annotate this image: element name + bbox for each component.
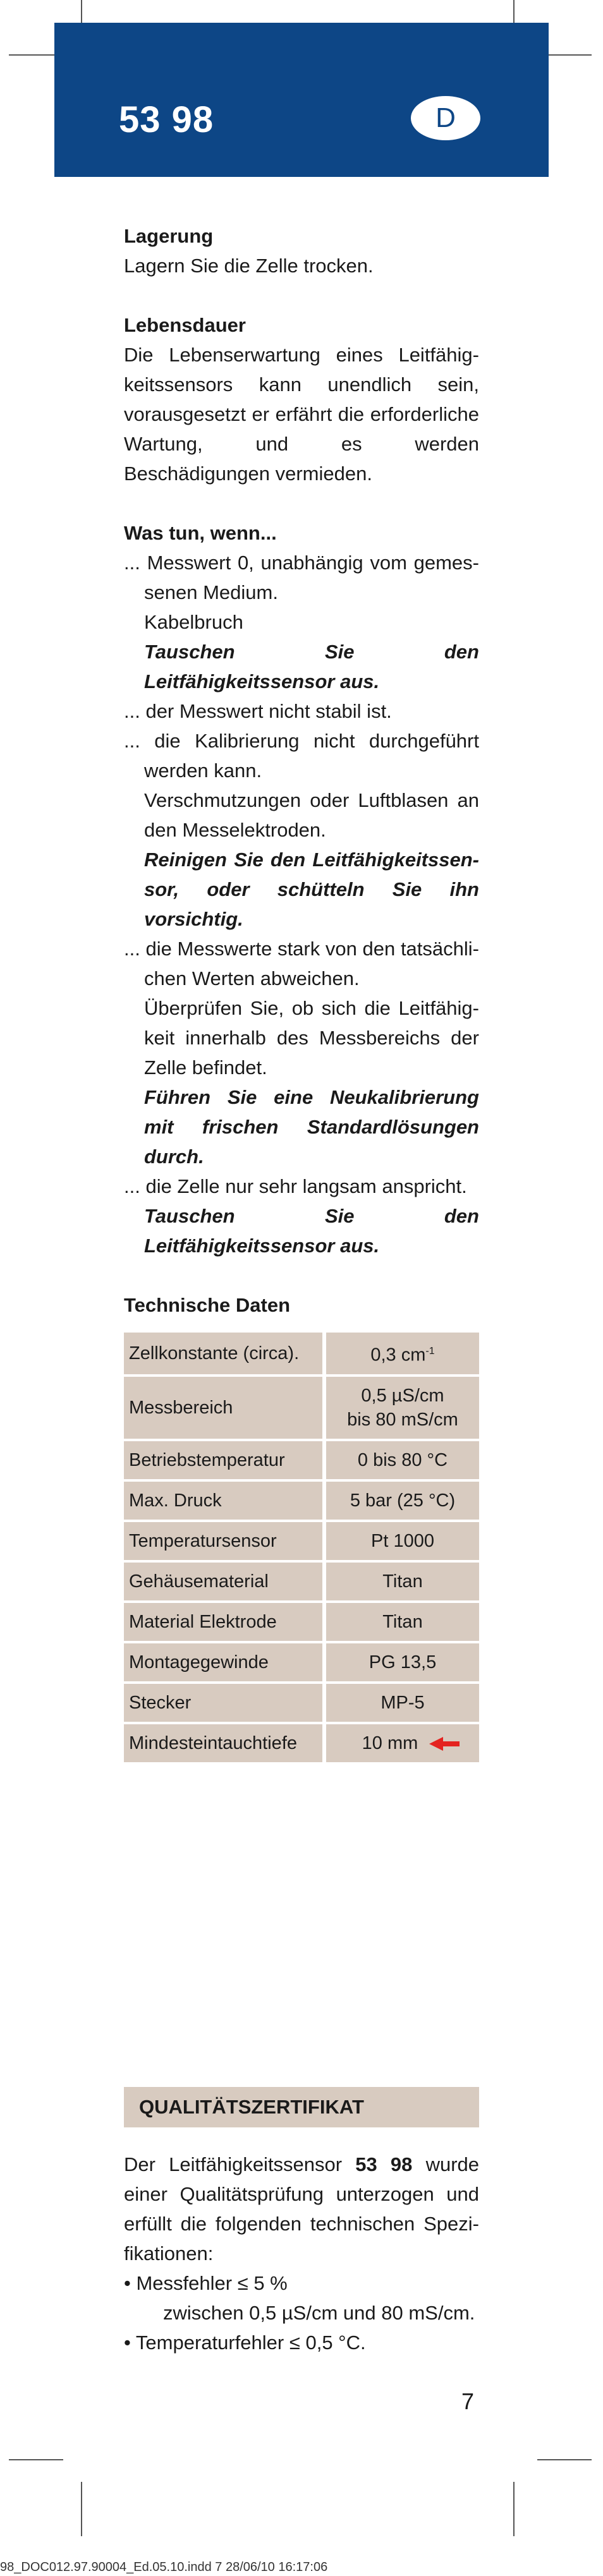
table-row: [124, 1333, 479, 1374]
table-row: [124, 1724, 479, 1762]
spec-value: Pt 1000: [322, 1522, 479, 1560]
trouble-cause: Überprüfen Sie, ob sich die Leitfähigkeit innerhalb des Messbereichs der Zelle befindet.: [144, 997, 479, 1079]
crop-mark: [9, 2459, 63, 2460]
spec-key: Temperatursensor: [124, 1522, 322, 1560]
spec-key: Montagegewinde: [124, 1643, 322, 1681]
product-code: 53 98: [119, 99, 214, 140]
text-lagerung: Lagern Sie die Zelle trocken.: [124, 255, 374, 277]
arrow-left-icon: [429, 1737, 443, 1751]
trouble-action: Führen Sie eine Neukalibrierung mit frischen Standardlösungen durch.: [144, 1086, 479, 1168]
trouble-item: ... die Zelle nur sehr langsam anspricht.: [124, 1175, 467, 1197]
table-row: [124, 1643, 479, 1681]
list-item: • Messfehler ≤ 5 %: [124, 2272, 288, 2294]
spec-value: Titan: [322, 1603, 479, 1641]
spec-value: MP-5: [322, 1684, 479, 1722]
main-content: [124, 221, 479, 1765]
print-slug: 98_DOC012.97.90004_Ed.05.10.indd 7 28/06/10 16:17:06: [0, 2560, 328, 2574]
bullet-icon: •: [124, 2331, 136, 2354]
list-item-sub: zwischen 0,5 µS/cm und 80 mS/cm.: [163, 2302, 475, 2324]
heading-troubleshoot: Was tun, wenn...: [124, 522, 277, 544]
table-row: [124, 1522, 479, 1560]
spec-table: [124, 1330, 479, 1765]
language-badge: D: [411, 96, 480, 140]
certificate-section: [124, 2150, 479, 2357]
certificate-intro: Der Leitfähigkeitssensor 53 98 wurde einer Qualitätsprüfung unterzogen und erfüllt die folgenden technischen Spezifikationen:: [124, 2153, 480, 2265]
spec-value: 0 bis 80 °C: [322, 1441, 479, 1479]
spec-key: Mindesteintauchtiefe: [124, 1724, 322, 1762]
spec-value-cell: [322, 1724, 479, 1762]
trouble-cause: Verschmutzungen oder Luftblasen an den Messelektroden.: [144, 789, 479, 841]
heading-technical-data: Technische Daten: [124, 1294, 291, 1316]
spec-key: Stecker: [124, 1684, 322, 1722]
spec-key: Zellkonstante (circa).: [124, 1333, 322, 1374]
spec-key: Max. Druck: [124, 1482, 322, 1520]
table-row: [124, 1603, 479, 1641]
spec-value: 5 bar (25 °C): [322, 1482, 479, 1520]
spec-key: Messbereich: [124, 1377, 322, 1439]
bullet-icon: •: [124, 2272, 137, 2294]
heading-lebensdauer: Lebensdauer: [124, 314, 246, 336]
spec-key: Betriebstemperatur: [124, 1441, 322, 1479]
table-row: [124, 1482, 479, 1520]
trouble-item: ... die Messwerte stark von den tatsächlichen Werten abweichen.: [124, 938, 479, 989]
crop-mark: [81, 2482, 82, 2536]
trouble-action: Tauschen Sie den Leitfähigkeitssensor aus.: [144, 641, 479, 692]
table-row: [124, 1441, 479, 1479]
spec-value: 0,5 µS/cm bis 80 mS/cm: [322, 1377, 479, 1439]
list-item: • Temperaturfehler ≤ 0,5 °C.: [124, 2331, 366, 2354]
trouble-item: ... die Kalibrierung nicht durchgeführt werden kann.: [124, 730, 479, 782]
page-header: [54, 23, 549, 177]
heading-lagerung: Lagerung: [124, 225, 214, 247]
certificate-heading: QUALITÄTSZERTIFIKAT: [124, 2087, 479, 2127]
certificate-product-code: 53 98: [355, 2153, 413, 2175]
page-number: 7: [461, 2388, 475, 2414]
text-lebensdauer: Die Lebenserwartung eines Leitfähigkeitssensors kann unendlich sein, vorausgesetzt er erfährt die erforderliche Wartung, und es werden Beschädigungen vermieden.: [124, 344, 479, 485]
table-row: [124, 1563, 479, 1600]
crop-mark: [537, 2459, 592, 2460]
spec-value: PG 13,5: [322, 1643, 479, 1681]
spec-key: Gehäusematerial: [124, 1563, 322, 1600]
crop-mark: [513, 2482, 515, 2536]
spec-value: Titan: [322, 1563, 479, 1600]
trouble-action: Tauschen Sie den Leitfähigkeitssensor aus.: [144, 1205, 479, 1257]
trouble-action: Reinigen Sie den Leitfähigkeitssensor, oder schütteln Sie ihn vorsichtig.: [144, 849, 479, 930]
trouble-cause: Kabelbruch: [144, 611, 243, 633]
trouble-item: ... der Messwert nicht stabil ist.: [124, 700, 392, 722]
spec-value: 10 mm: [362, 1732, 418, 1753]
table-row: [124, 1684, 479, 1722]
table-row: [124, 1377, 479, 1439]
trouble-item: ... Messwert 0, unabhängig vom gemessenen Medium.: [124, 552, 479, 603]
spec-key: Material Elektrode: [124, 1603, 322, 1641]
spec-value: 0,3 $cm^{-1}$: [322, 1333, 479, 1374]
